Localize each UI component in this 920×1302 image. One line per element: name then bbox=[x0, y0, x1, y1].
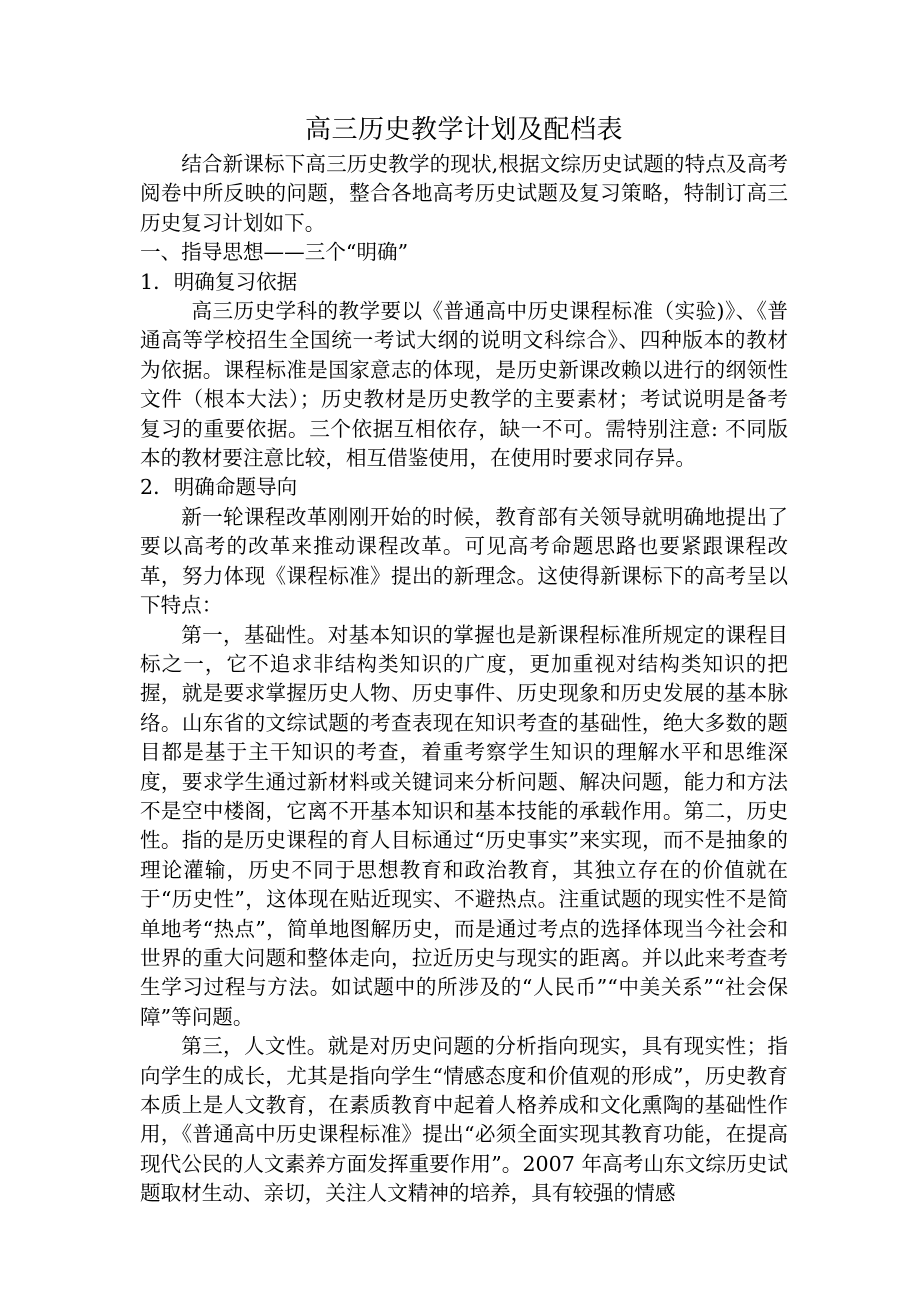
intro-paragraph: 结合新课标下高三历史教学的现状,根据文综历史试题的特点及高考阅卷中所反映的问题，整合各地高考历史试题及复习策略，特制订高三历史复习计划如下。 bbox=[140, 152, 788, 235]
document-body bbox=[140, 112, 788, 1209]
document-title: 高三历史教学计划及配档表 bbox=[304, 115, 623, 145]
exam-orientation-paragraph: 新一轮课程改革刚刚开始的时候，教育部有关领导就明确地提出了要以高考的改革来推动课程改革。可见高考命题思路也要紧跟课程改革，努力体现《课程标准》提出的新理念。这使得新课标下的高考呈以下特点： bbox=[140, 504, 788, 618]
subheading-exam-orientation: 2．明确命题导向 bbox=[140, 475, 298, 500]
feature-humanistic-paragraph: 第三，人文性。就是对历史问题的分析指向现实，具有现实性；指向学生的成长，尤其是指向学生“情感态度和价值观的形成”，历史教育本质上是人文教育，在素质教育中起着人格养成和文化熏陶的基础性作用，《普通高中历史课程标准》提出“必须全面实现其教育功能，在提高现代公民的人文素养方面发挥重要作用”。2007 年高考山东文综历史试题取材生动、亲切，关注人文精神的培养，具有较强的情感 bbox=[140, 1034, 788, 1206]
review-basis-paragraph: 高三历史学科的教学要以《普通高中历史课程标准（实验)》、《普通高等学校招生全国统一考试大纲的说明文科综合》、四种版本的教材为依据。课程标准是国家意志的体现，是历史新课改赖以进行的纲领性文件（根本大法）；历史教材是历史教学的主要素材；考试说明是备考复习的重要依据。三个依据互相依存，缺一不可。需特别注意: 不同版本的教材要注意比较，相互借鉴使用，在使用时要求同存异。 bbox=[140, 299, 788, 471]
feature-basic-historical-paragraph: 第一，基础性。对基本知识的掌握也是新课程标准所规定的课程目标之一，它不追求非结构类知识的广度，更加重视对结构类知识的把握，就是要求掌握历史人物、历史事件、历史现象和历史发展的基本脉络。山东省的文综试题的考查表现在知识考查的基础性，绝大多数的题目都是基于主干知识的考查，着重考察学生知识的理解水平和思维深度，要求学生通过新材料或关键词来分析问题、解决问题，能力和方法不是空中楼阁，它离不开基本知识和基本技能的承载作用。第二，历史性。指的是历史课程的育人目标通过“历史事实”来实现，而不是抽象的理论灌输，历史不同于思想教育和政治教育，其独立存在的价值就在于“历史性”，这体现在贴近现实、不避热点。注重试题的现实性不是简单地考“热点”，简单地图解历史，而是通过考点的选择体现当今社会和世界的重大问题和整体走向，拉近历史与现实的距离。并以此来考查考生学习过程与方法。如试题中的所涉及的“人民币”“中美关系”“社会保障”等问题。 bbox=[140, 622, 788, 1029]
section-heading-guiding-ideology: 一、指导思想——三个“明确” bbox=[140, 240, 409, 265]
subheading-review-basis: 1．明确复习依据 bbox=[140, 269, 298, 294]
